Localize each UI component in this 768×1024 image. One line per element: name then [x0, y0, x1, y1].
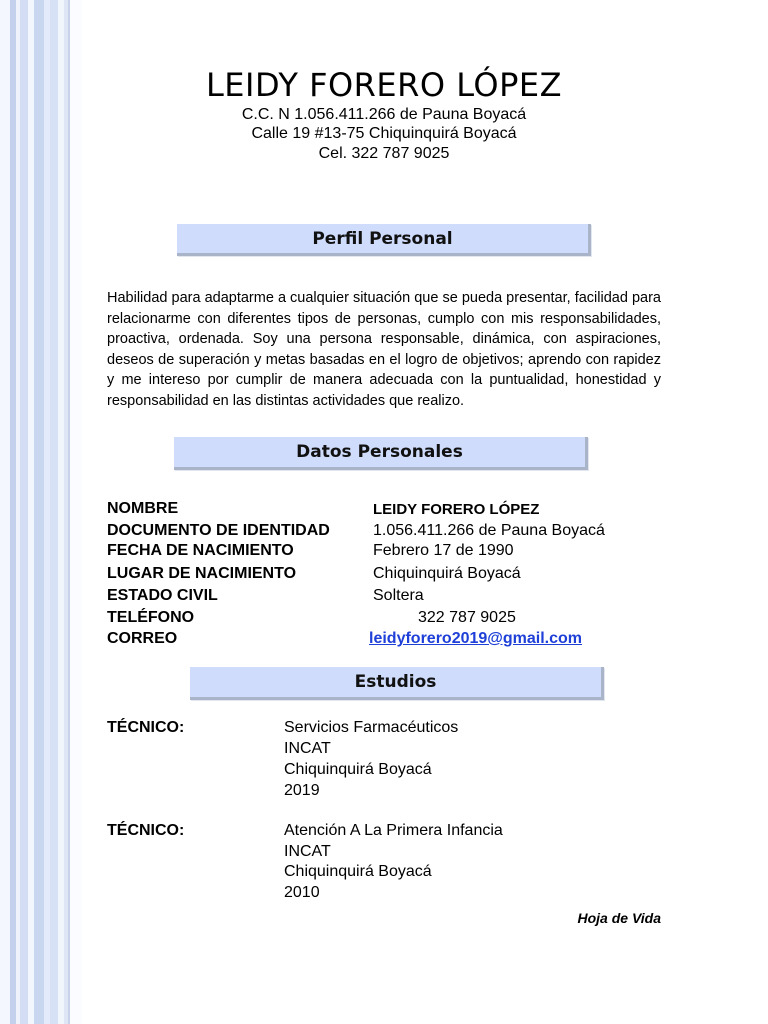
study-2-year: 2010 — [284, 884, 320, 901]
civil-status-label: ESTADO CIVIL — [107, 587, 218, 604]
study-1-institution: INCAT — [284, 740, 331, 757]
id-line: C.C. N 1.056.411.266 de Pauna Boyacá — [241, 106, 527, 123]
birthdate-label: FECHA DE NACIMIENTO — [107, 542, 294, 559]
civil-status-value: Soltera — [373, 587, 424, 604]
study-2-institution: INCAT — [284, 843, 331, 860]
section-title-estudios: Estudios — [190, 667, 604, 700]
study-1-program: Servicios Farmacéuticos — [284, 719, 459, 736]
study-2-label: TÉCNICO: — [107, 822, 185, 839]
phone-label: TELÉFONO — [107, 609, 195, 626]
email-label: CORREO — [107, 630, 178, 647]
address-line: Calle 19 #13-75 Chiquinquirá Boyacá — [251, 125, 517, 142]
study-2-program: Atención A La Primera Infancia — [284, 822, 503, 839]
birthplace-label: LUGAR DE NACIMIENTO — [107, 565, 297, 582]
birthplace-value: Chiquinquirá Boyacá — [373, 565, 521, 582]
birthdate-value: Febrero 17 de 1990 — [373, 542, 514, 559]
footer-hoja-de-vida: Hoja de Vida — [577, 910, 661, 926]
name-label: NOMBRE — [107, 500, 179, 517]
profile-paragraph: Habilidad para adaptarme a cualquier situación que se pueda presentar, facilidad para relacionarme con diferentes tipos de personas, cumplo con mis responsabilidades, proactiva, ordenada. Soy una persona responsable, dinámica, con aspiraciones, deseos de superación y metas basadas en el logro de objetivos; aprendo con rapidez y me intereso por cumplir de manera adecuada con la puntualidad, honestidad y responsabilidad en las distintas actividades que realizo. — [107, 290, 661, 409]
section-title-perfil-personal: Perfil Personal — [177, 224, 591, 256]
study-1-label: TÉCNICO: — [107, 719, 185, 736]
email-link[interactable]: leidyforero2019@gmail.com — [369, 630, 583, 647]
study-1-city: Chiquinquirá Boyacá — [284, 761, 432, 778]
full-name-title: LEIDY FORERO LÓPEZ — [205, 66, 563, 104]
study-2-city: Chiquinquirá Boyacá — [284, 863, 432, 880]
phone-line: Cel. 322 787 9025 — [318, 145, 450, 162]
document-label: DOCUMENTO DE IDENTIDAD — [107, 522, 330, 539]
document-value: 1.056.411.266 de Pauna Boyacá — [373, 522, 605, 539]
phone-value: 322 787 9025 — [418, 609, 516, 626]
name-value: LEIDY FORERO LÓPEZ — [373, 501, 540, 518]
section-title-datos-personales: Datos Personales — [174, 437, 588, 470]
study-1-year: 2019 — [284, 782, 320, 799]
